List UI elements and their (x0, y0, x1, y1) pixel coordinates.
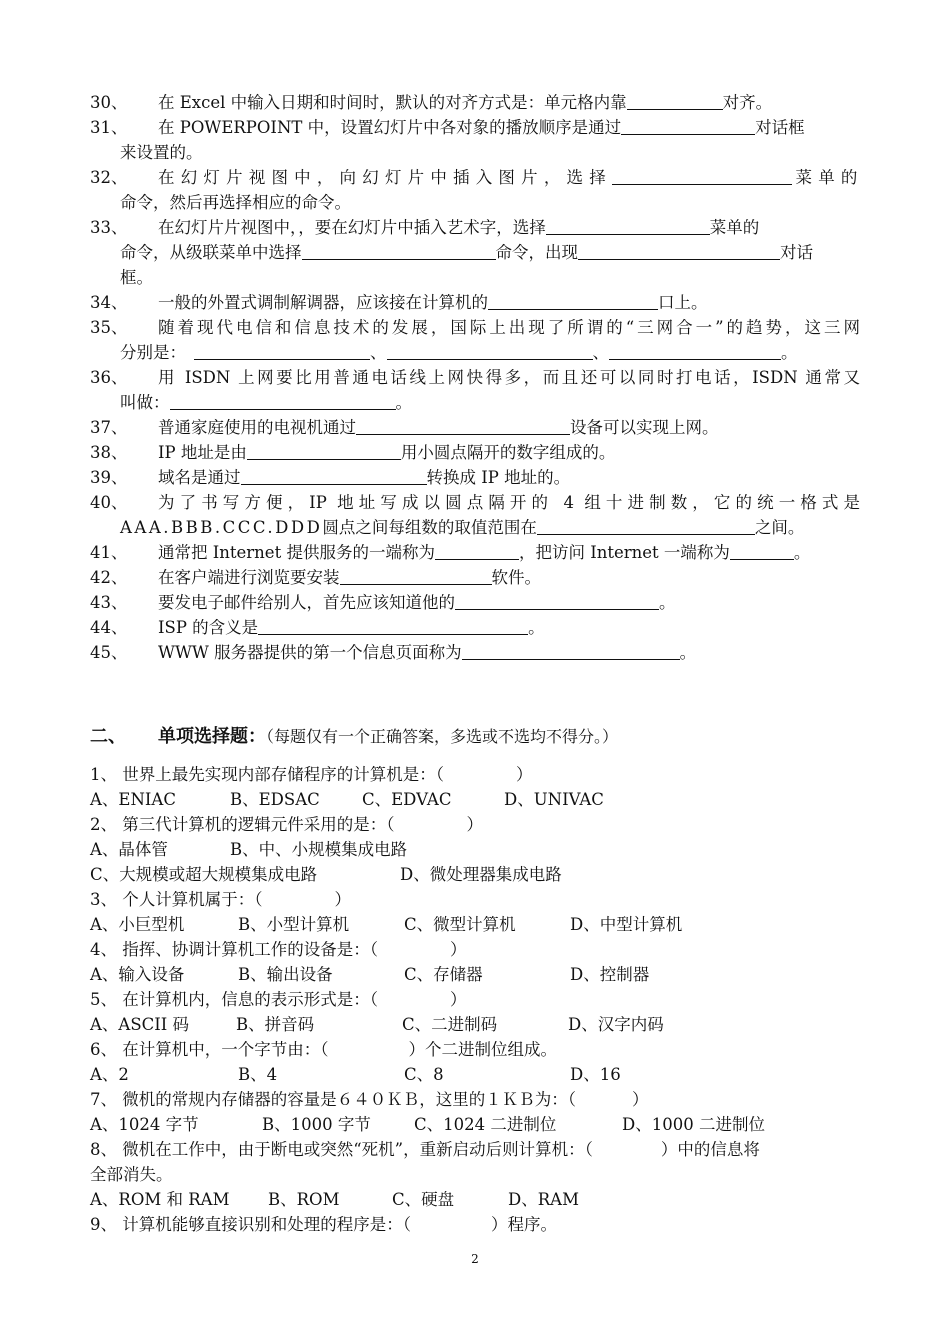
question-number: 36、 (90, 368, 128, 387)
question-39: 39、 域名是通过 转换成 IP 地址的。 (90, 465, 860, 490)
option-b[interactable]: B、4 (238, 1065, 278, 1084)
question-30: 30、 在 Excel 中输入日期和时间时，默认的对齐方式是：单元格内靠 对齐。 (90, 90, 860, 115)
question-number: 42、 (90, 568, 128, 587)
section-note: （每题仅有一个正确答案，多选或不选均不得分。） (266, 727, 619, 746)
option-c[interactable]: C、硬盘 (392, 1190, 455, 1209)
answer-blank[interactable] (546, 216, 710, 235)
option-c[interactable]: C、存储器 (404, 965, 483, 984)
section-title: 单项选择题： (158, 726, 266, 747)
choice-question-3: 3、 个人计算机属于：（ ） A、小巨型机 B、小型计算机 C、微型计算机 D、中型计算机 (90, 887, 860, 937)
question-41: 41、 通常把 Internet 提供服务的一端称为 ，把访问 Internet 一端称为 。 (90, 540, 860, 565)
answer-blank[interactable] (627, 91, 723, 110)
answer-blank[interactable] (241, 466, 427, 485)
answer-blank[interactable] (170, 391, 396, 410)
option-c[interactable]: C、微型计算机 (404, 915, 516, 934)
question-number: 32、 (90, 168, 128, 187)
question-number: 35、 (90, 318, 128, 337)
question-number: 30、 (90, 93, 128, 112)
question-number: 41、 (90, 543, 128, 562)
option-c[interactable]: C、EDVAC (362, 790, 452, 809)
answer-blank[interactable] (340, 566, 492, 585)
options-row (90, 1112, 860, 1137)
options-row (90, 962, 860, 987)
option-b[interactable]: B、输出设备 (238, 965, 333, 984)
question-number: 37、 (90, 418, 128, 437)
option-c[interactable]: C、8 (404, 1065, 444, 1084)
answer-blank[interactable] (609, 341, 781, 360)
option-b[interactable]: B、中、小规模集成电路 (230, 840, 408, 859)
question-31: 31、 在 POWERPOINT 中，设置幻灯片中各对象的播放顺序是通过 对话框 来设置的。 (90, 115, 860, 165)
option-b[interactable]: B、1000 字节 (262, 1115, 371, 1134)
option-b[interactable]: B、小型计算机 (238, 915, 350, 934)
options-row (90, 912, 860, 937)
option-d[interactable]: D、中型计算机 (570, 915, 683, 934)
question-number: 31、 (90, 118, 128, 137)
option-a[interactable]: A、1024 字节 (90, 1115, 199, 1134)
options-row (90, 1187, 860, 1212)
question-40: 40、 为了书写方便，IP 地址写成以圆点隔开的 4 组十进制数，它的统一格式是 AAA.BBB.CCC.DDD圆点之间每组数的取值范围在 之间。 (90, 490, 860, 540)
question-35: 35、 随着现代电信和信息技术的发展，国际上出现了所谓的“三网合一”的趋势，这三网 分别是： 、 、 。 (90, 315, 860, 365)
option-d[interactable]: D、控制器 (570, 965, 650, 984)
option-d[interactable]: D、汉字内码 (568, 1015, 664, 1034)
question-38: 38、 IP 地址是由 用小圆点隔开的数字组成的。 (90, 440, 860, 465)
choice-question-1: 1、 世界上最先实现内部存储程序的计算机是：（ ） A、ENIAC B、EDSAC C、EDVAC D、UNIVAC (90, 762, 860, 812)
option-a[interactable]: A、输入设备 (90, 965, 185, 984)
question-number: 44、 (90, 618, 128, 637)
option-b[interactable]: B、EDSAC (230, 790, 320, 809)
option-a[interactable]: A、ENIAC (90, 790, 176, 809)
answer-blank[interactable] (387, 341, 593, 360)
option-b[interactable]: B、拼音码 (236, 1015, 315, 1034)
question-number: 34、 (90, 293, 128, 312)
question-number: 40、 (90, 493, 128, 512)
question-43: 43、 要发电子邮件给别人，首先应该知道他的 。 (90, 590, 860, 615)
choice-question-8: 8、 微机在工作中，由于断电或突然“死机”，重新启动后则计算机：（ ）中的信息将 全部消失。 A、ROM 和 RAM B、ROM C、硬盘 D、RAM (90, 1137, 860, 1212)
option-a[interactable]: A、晶体管 (90, 840, 168, 859)
answer-blank[interactable] (258, 616, 528, 635)
options-row (90, 1062, 860, 1087)
option-b[interactable]: B、ROM (268, 1190, 340, 1209)
question-45: 45、 WWW 服务器提供的第一个信息页面称为 。 (90, 640, 860, 665)
options-row (90, 787, 860, 812)
ip-format: AAA.BBB.CCC.DDD (120, 518, 323, 537)
question-number: 33、 (90, 218, 128, 237)
choice-question-2: 2、 第三代计算机的逻辑元件采用的是：（ ） A、晶体管 B、中、小规模集成电路 C、大规模或超大规模集成电路 D、微处理器集成电路 (90, 812, 860, 887)
option-d[interactable]: D、UNIVAC (504, 790, 604, 809)
section-heading: 二、 单项选择题：（每题仅有一个正确答案，多选或不选均不得分。） (90, 726, 619, 747)
option-d[interactable]: D、1000 二进制位 (622, 1115, 765, 1134)
options-row (90, 837, 860, 862)
answer-blank[interactable] (621, 116, 755, 135)
options-row (90, 862, 860, 887)
answer-blank[interactable] (247, 441, 401, 460)
option-d[interactable]: D、RAM (508, 1190, 579, 1209)
answer-blank[interactable] (455, 591, 659, 610)
option-a[interactable]: A、小巨型机 (90, 915, 185, 934)
option-c[interactable]: C、1024 二进制位 (414, 1115, 557, 1134)
question-number: 43、 (90, 593, 128, 612)
answer-blank[interactable] (537, 516, 755, 535)
option-c[interactable]: C、大规模或超大规模集成电路 (90, 865, 318, 884)
question-number: 39、 (90, 468, 128, 487)
question-33: 33、 在幻灯片片视图中，，要在幻灯片中插入艺术字，选择 菜单的 命令，从级联菜单中选择 命令，出现 对话 框。 (90, 215, 860, 290)
option-d[interactable]: D、16 (570, 1065, 621, 1084)
option-a[interactable]: A、ROM 和 RAM (90, 1190, 230, 1209)
answer-blank[interactable] (435, 541, 519, 560)
question-42: 42、 在客户端进行浏览要安装 软件。 (90, 565, 860, 590)
question-32: 32、 在幻灯片视图中，向幻灯片中插入图片，选择 菜单的 命令，然后再选择相应的命令。 (90, 165, 860, 215)
option-a[interactable]: A、2 (90, 1065, 129, 1084)
answer-blank[interactable] (356, 416, 570, 435)
question-36: 36、 用 ISDN 上网要比用普通电话线上网快得多，而且还可以同时打电话，ISDN 通常又 叫做： 。 (90, 365, 860, 415)
answer-blank[interactable] (488, 291, 658, 310)
choice-question-5: 5、 在计算机内，信息的表示形式是：（ ） A、ASCII 码 B、拼音码 C、二进制码 D、汉字内码 (90, 987, 860, 1037)
question-34: 34、 一般的外置式调制解调器，应该接在计算机的 口上。 (90, 290, 860, 315)
question-44: 44、 ISP 的含义是 。 (90, 615, 860, 640)
choice-question-6: 6、 在计算机中，一个字节由：（ ）个二进制位组成。 A、2 B、4 C、8 D、16 (90, 1037, 860, 1087)
page-number: 2 (471, 1252, 479, 1266)
answer-blank[interactable] (302, 241, 496, 260)
choice-question-4: 4、 指挥、协调计算机工作的设备是：（ ） A、输入设备 B、输出设备 C、存储器 D、控制器 (90, 937, 860, 987)
answer-blank[interactable] (462, 641, 680, 660)
answer-blank[interactable] (730, 541, 794, 560)
answer-blank[interactable] (612, 166, 792, 185)
choice-question-9: 9、 计算机能够直接识别和处理的程序是：（ ）程序。 (90, 1215, 557, 1234)
question-37: 37、 普通家庭使用的电视机通过 设备可以实现上网。 (90, 415, 860, 440)
question-number: 45、 (90, 643, 128, 662)
option-a[interactable]: A、ASCII 码 (90, 1015, 190, 1034)
option-d[interactable]: D、微处理器集成电路 (400, 865, 562, 884)
answer-blank[interactable] (578, 241, 780, 260)
choice-question-7: 7、 微机的常规内存储器的容量是６４０ＫＢ，这里的１ＫＢ为：（ ） A、1024 字节 B、1000 字节 C、1024 二进制位 D、1000 二进制位 (90, 1087, 860, 1137)
question-number: 38、 (90, 443, 128, 462)
options-row (90, 1012, 860, 1037)
option-c[interactable]: C、二进制码 (402, 1015, 498, 1034)
answer-blank[interactable] (194, 341, 370, 360)
